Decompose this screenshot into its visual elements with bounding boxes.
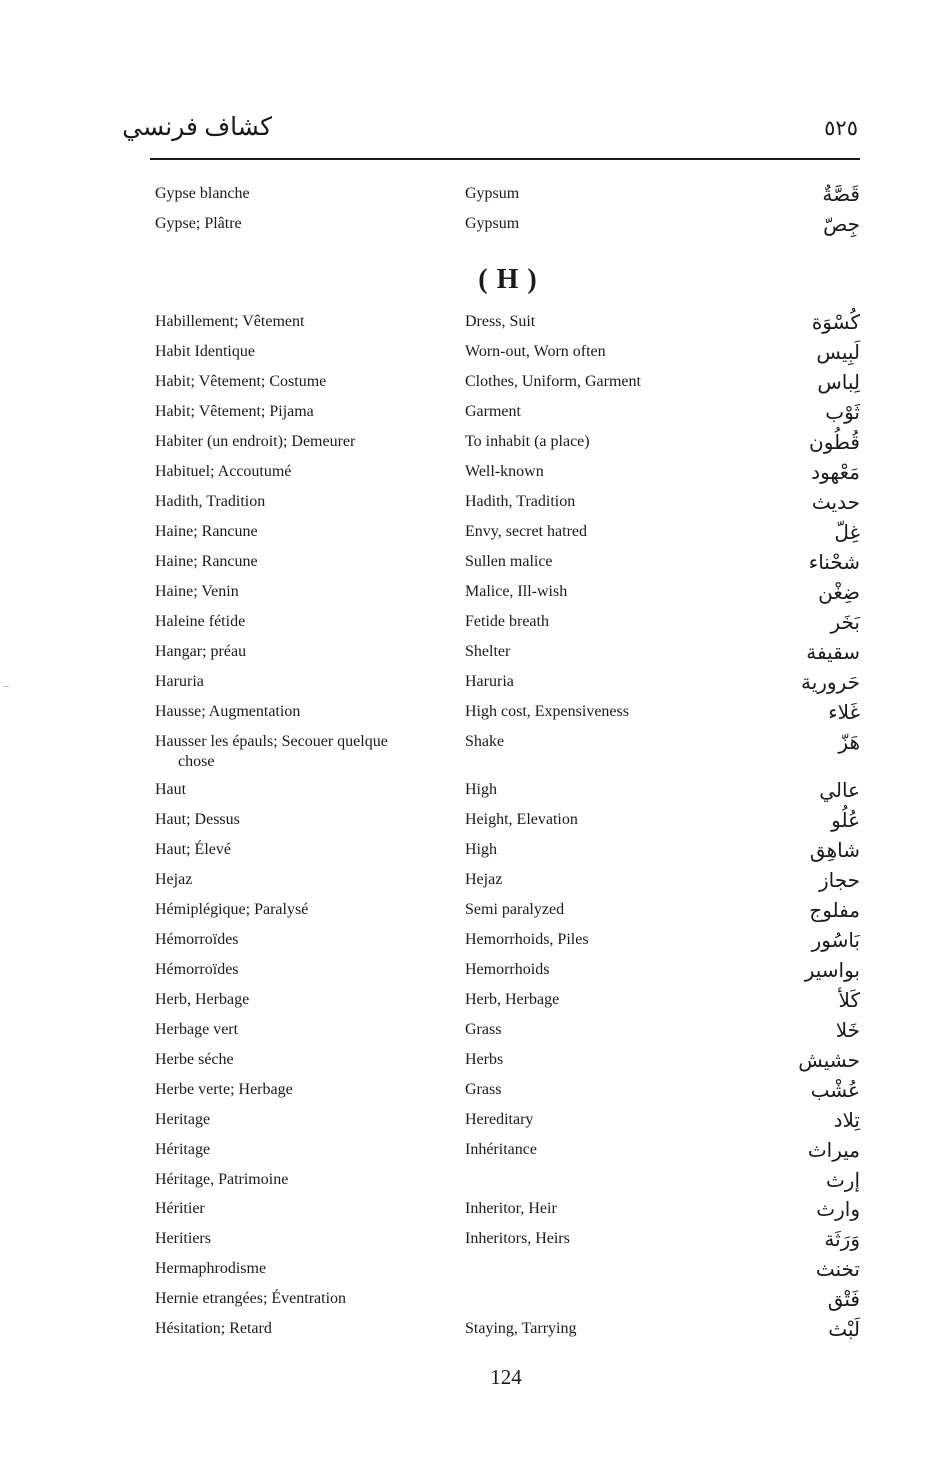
entry-row	[0, 1110, 944, 1140]
entry-arabic-headword: قُطُون	[809, 430, 860, 454]
entry-english-gloss: Gypsum	[465, 185, 520, 202]
entry-english-gloss: Fetide breath	[465, 613, 549, 630]
entry-row	[0, 1229, 944, 1259]
entry-french-term	[155, 810, 425, 830]
entry-english-gloss: Hejaz	[465, 871, 503, 888]
entry-row	[0, 342, 944, 372]
entry-arabic-headword: غِلّ	[834, 520, 860, 544]
entry-english-gloss: Inhéritance	[465, 1141, 537, 1158]
entry-french-text: Hausser les épauls; Secouer quelque	[155, 733, 388, 750]
entry-arabic-headword: عُشْب	[810, 1078, 860, 1102]
entry-row	[0, 672, 944, 702]
entry-arabic-headword: ضِغْن	[818, 580, 860, 604]
section-letter-heading: ( H )	[478, 264, 538, 295]
entry-french-text: Haine; Rancune	[155, 523, 258, 540]
entry-french-text: Herbe séche	[155, 1051, 234, 1068]
entry-french-text: Habituel; Accoutumé	[155, 463, 292, 480]
entry-english-gloss: Inheritor, Heir	[465, 1200, 557, 1217]
entry-french-term	[155, 780, 425, 800]
entry-french-text: Hangar; préau	[155, 643, 247, 660]
entry-english-gloss: Herbs	[465, 1051, 504, 1068]
entry-french-text: Hejaz	[155, 871, 193, 888]
entry-row	[0, 214, 944, 244]
entry-french-text: Herbe verte; Herbage	[155, 1081, 293, 1098]
entry-french-term	[155, 840, 425, 860]
entry-row	[0, 810, 944, 840]
entry-row	[0, 492, 944, 522]
entry-arabic-headword: إرث	[825, 1168, 860, 1192]
entry-english-gloss: Clothes, Uniform, Garment	[465, 373, 641, 390]
entry-french-text: Haruria	[155, 673, 204, 690]
entry-arabic-headword: وَرَثَة	[824, 1227, 860, 1251]
entry-french-text: Habit; Vêtement; Pijama	[155, 403, 314, 420]
entry-french-term	[155, 930, 425, 950]
entry-arabic-headword: خَلا	[835, 1018, 860, 1042]
entry-french-term	[155, 1229, 425, 1249]
entry-row	[0, 582, 944, 612]
entry-row	[0, 1259, 944, 1289]
entry-french-term	[155, 1170, 425, 1190]
entry-french-text: Heritage	[155, 1111, 211, 1128]
entry-french-text: Hermaphrodisme	[155, 1260, 267, 1277]
margin-mark	[3, 686, 9, 687]
entry-row	[0, 870, 944, 900]
entry-row	[0, 522, 944, 552]
entry-french-term	[155, 1259, 425, 1279]
entry-french-text: Haleine fétide	[155, 613, 246, 630]
entry-english-gloss: Dress, Suit	[465, 313, 536, 330]
entry-french-text: Haut; Élevé	[155, 841, 231, 858]
entry-french-term	[155, 1080, 425, 1100]
entry-row	[0, 1050, 944, 1080]
entry-arabic-headword: بَاسُور	[811, 928, 860, 952]
entry-arabic-headword: تخنث	[815, 1257, 860, 1281]
entry-french-text: Haine; Rancune	[155, 553, 258, 570]
entry-row	[0, 612, 944, 642]
entry-arabic-headword: سقيفة	[806, 640, 860, 664]
entry-english-gloss: Garment	[465, 403, 521, 420]
entry-french-term	[155, 372, 425, 392]
entry-row	[0, 372, 944, 402]
entry-french-term	[155, 900, 425, 920]
entry-row	[0, 1199, 944, 1229]
entry-row	[0, 184, 944, 214]
entry-french-term	[155, 462, 425, 482]
entry-english-gloss: Hadith, Tradition	[465, 493, 576, 510]
entry-french-term	[155, 1289, 425, 1309]
entry-french-term	[155, 870, 425, 890]
entry-arabic-headword: قَصَّةٌ	[822, 182, 860, 206]
entry-arabic-headword: عُلُو	[831, 808, 860, 832]
entry-french-text: Haut; Dessus	[155, 811, 240, 828]
entry-french-term	[155, 1199, 425, 1219]
entry-english-gloss: High cost, Expensiveness	[465, 703, 629, 720]
entry-french-term	[155, 214, 425, 234]
entry-french-text: Hémorroïdes	[155, 931, 239, 948]
entry-arabic-headword: بواسير	[804, 958, 860, 982]
entry-english-gloss: Well-known	[465, 463, 544, 480]
entry-arabic-headword: عالي	[819, 778, 860, 802]
entry-row	[0, 642, 944, 672]
entry-arabic-headword: فَتْق	[827, 1287, 860, 1311]
entry-row	[0, 930, 944, 960]
folio-page-number: 124	[490, 1365, 522, 1389]
entry-arabic-headword: حجاز	[818, 868, 860, 892]
entry-french-text: Habiter (un endroit); Demeurer	[155, 433, 356, 450]
entry-french-term	[155, 184, 425, 204]
entry-french-text: Héritier	[155, 1200, 205, 1217]
entry-row	[0, 702, 944, 732]
entry-french-term	[155, 672, 425, 692]
entry-french-term	[155, 612, 425, 632]
entry-french-text: Habit Identique	[155, 343, 255, 360]
entry-english-gloss: Inheritors, Heirs	[465, 1230, 570, 1247]
entry-arabic-headword: لَبِيس	[816, 340, 860, 364]
entry-row	[0, 1080, 944, 1110]
entry-french-term	[155, 642, 425, 662]
entry-french-continuation: chose	[178, 753, 215, 770]
entry-french-term	[155, 582, 425, 602]
entry-french-term	[155, 702, 425, 722]
entry-french-term	[155, 342, 425, 362]
entry-french-text: Herbage vert	[155, 1021, 239, 1038]
entry-row	[0, 402, 944, 432]
entry-french-text: Hésitation; Retard	[155, 1320, 272, 1337]
entry-row	[0, 1020, 944, 1050]
entry-english-gloss: Hemorrhoids	[465, 961, 550, 978]
entry-french-term	[155, 552, 425, 572]
entry-french-term	[155, 492, 425, 512]
entry-english-gloss: Hereditary	[465, 1111, 534, 1128]
entry-french-term	[155, 432, 425, 452]
entry-arabic-headword: ميراث	[807, 1138, 860, 1162]
entry-french-term	[155, 1319, 425, 1339]
entry-arabic-headword: جِصّ	[823, 212, 860, 236]
entry-row	[0, 312, 944, 342]
entry-english-gloss: Gypsum	[465, 215, 520, 232]
entry-row	[0, 432, 944, 462]
entry-french-text: Hadith, Tradition	[155, 493, 266, 510]
entry-english-gloss: Worn-out, Worn often	[465, 343, 606, 360]
entry-french-text: Gypse blanche	[155, 185, 250, 202]
entry-french-text: Heritiers	[155, 1230, 211, 1247]
entry-row	[0, 1289, 944, 1319]
entry-french-text: Herb, Herbage	[155, 991, 250, 1008]
entry-french-text: Habit; Vêtement; Costume	[155, 373, 327, 390]
entry-english-gloss: Haruria	[465, 673, 514, 690]
entry-english-gloss: Shake	[465, 733, 505, 750]
entry-english-gloss: To inhabit (a place)	[465, 433, 590, 450]
entry-arabic-headword: مفلوج	[809, 898, 860, 922]
entry-row	[0, 462, 944, 492]
entry-arabic-headword: شحْناء	[808, 550, 860, 574]
entry-french-term	[155, 1020, 425, 1040]
entry-arabic-headword: لَبْث	[828, 1317, 860, 1341]
entry-english-gloss: Staying, Tarrying	[465, 1320, 577, 1337]
entry-english-gloss: Malice, Ill-wish	[465, 583, 568, 600]
entry-french-term	[155, 402, 425, 422]
entry-french-text: Hémiplégique; Paralysé	[155, 901, 309, 918]
entry-english-gloss: Sullen malice	[465, 553, 553, 570]
entry-row	[0, 1170, 944, 1200]
entry-row	[0, 960, 944, 990]
entry-arabic-headword: بَخَر	[830, 610, 860, 634]
entry-french-text: Haut	[155, 781, 187, 798]
entry-french-term	[155, 732, 425, 772]
entry-english-gloss: Herb, Herbage	[465, 991, 560, 1008]
entry-arabic-headword: كُسْوَة	[811, 310, 860, 334]
entry-row	[0, 1319, 944, 1349]
entry-english-gloss: Grass	[465, 1081, 502, 1098]
entry-french-text: Héritage, Patrimoine	[155, 1171, 289, 1188]
entry-arabic-headword: حديث	[811, 490, 860, 514]
entry-english-gloss: Hemorrhoids, Piles	[465, 931, 589, 948]
entry-french-term	[155, 522, 425, 542]
entry-arabic-headword: وارث	[816, 1197, 860, 1221]
entry-french-text: Haine; Venin	[155, 583, 239, 600]
entry-arabic-headword: شاهِق	[809, 838, 860, 862]
entry-french-term	[155, 1140, 425, 1160]
entry-arabic-headword: ثَوْب	[825, 400, 860, 424]
entry-french-term	[155, 1110, 425, 1130]
entry-french-term	[155, 960, 425, 980]
entry-french-text: Hémorroïdes	[155, 961, 239, 978]
entry-row	[0, 730, 944, 770]
entry-french-text: Hernie etrangées; Éventration	[155, 1290, 347, 1307]
entry-french-term	[155, 312, 425, 332]
running-head-page-number: ٥٢٥	[824, 116, 858, 140]
entry-english-gloss: Semi paralyzed	[465, 901, 565, 918]
entry-english-gloss: Grass	[465, 1021, 502, 1038]
entry-english-gloss: Height, Elevation	[465, 811, 578, 828]
entry-english-gloss: Shelter	[465, 643, 511, 660]
entry-english-gloss: Envy, secret hatred	[465, 523, 588, 540]
running-head-title: كشاف فرنسي	[122, 114, 272, 141]
entry-row	[0, 1140, 944, 1170]
entry-english-gloss: High	[465, 841, 497, 858]
entry-french-text: Héritage	[155, 1141, 211, 1158]
entry-arabic-headword: حَرورية	[800, 670, 860, 694]
entry-french-term	[155, 990, 425, 1010]
entry-row	[0, 780, 944, 810]
entry-row	[0, 990, 944, 1020]
entry-french-term	[155, 1050, 425, 1070]
entry-french-text: Habillement; Vêtement	[155, 313, 305, 330]
entry-arabic-headword: غَلاء	[828, 700, 860, 724]
entry-english-gloss: High	[465, 781, 497, 798]
entry-arabic-headword: كَلأ	[838, 988, 860, 1012]
entry-arabic-headword: لِباس	[817, 370, 860, 394]
entry-arabic-headword: هَزّ	[838, 730, 860, 754]
entry-arabic-headword: تِلاد	[833, 1108, 860, 1132]
entry-french-text: Gypse; Plâtre	[155, 215, 242, 232]
entry-row	[0, 840, 944, 870]
entry-french-text: Hausse; Augmentation	[155, 703, 301, 720]
entry-arabic-headword: حشيش	[798, 1048, 860, 1072]
entry-row	[0, 900, 944, 930]
entry-arabic-headword: مَعْهود	[811, 460, 860, 484]
entry-row	[0, 552, 944, 582]
